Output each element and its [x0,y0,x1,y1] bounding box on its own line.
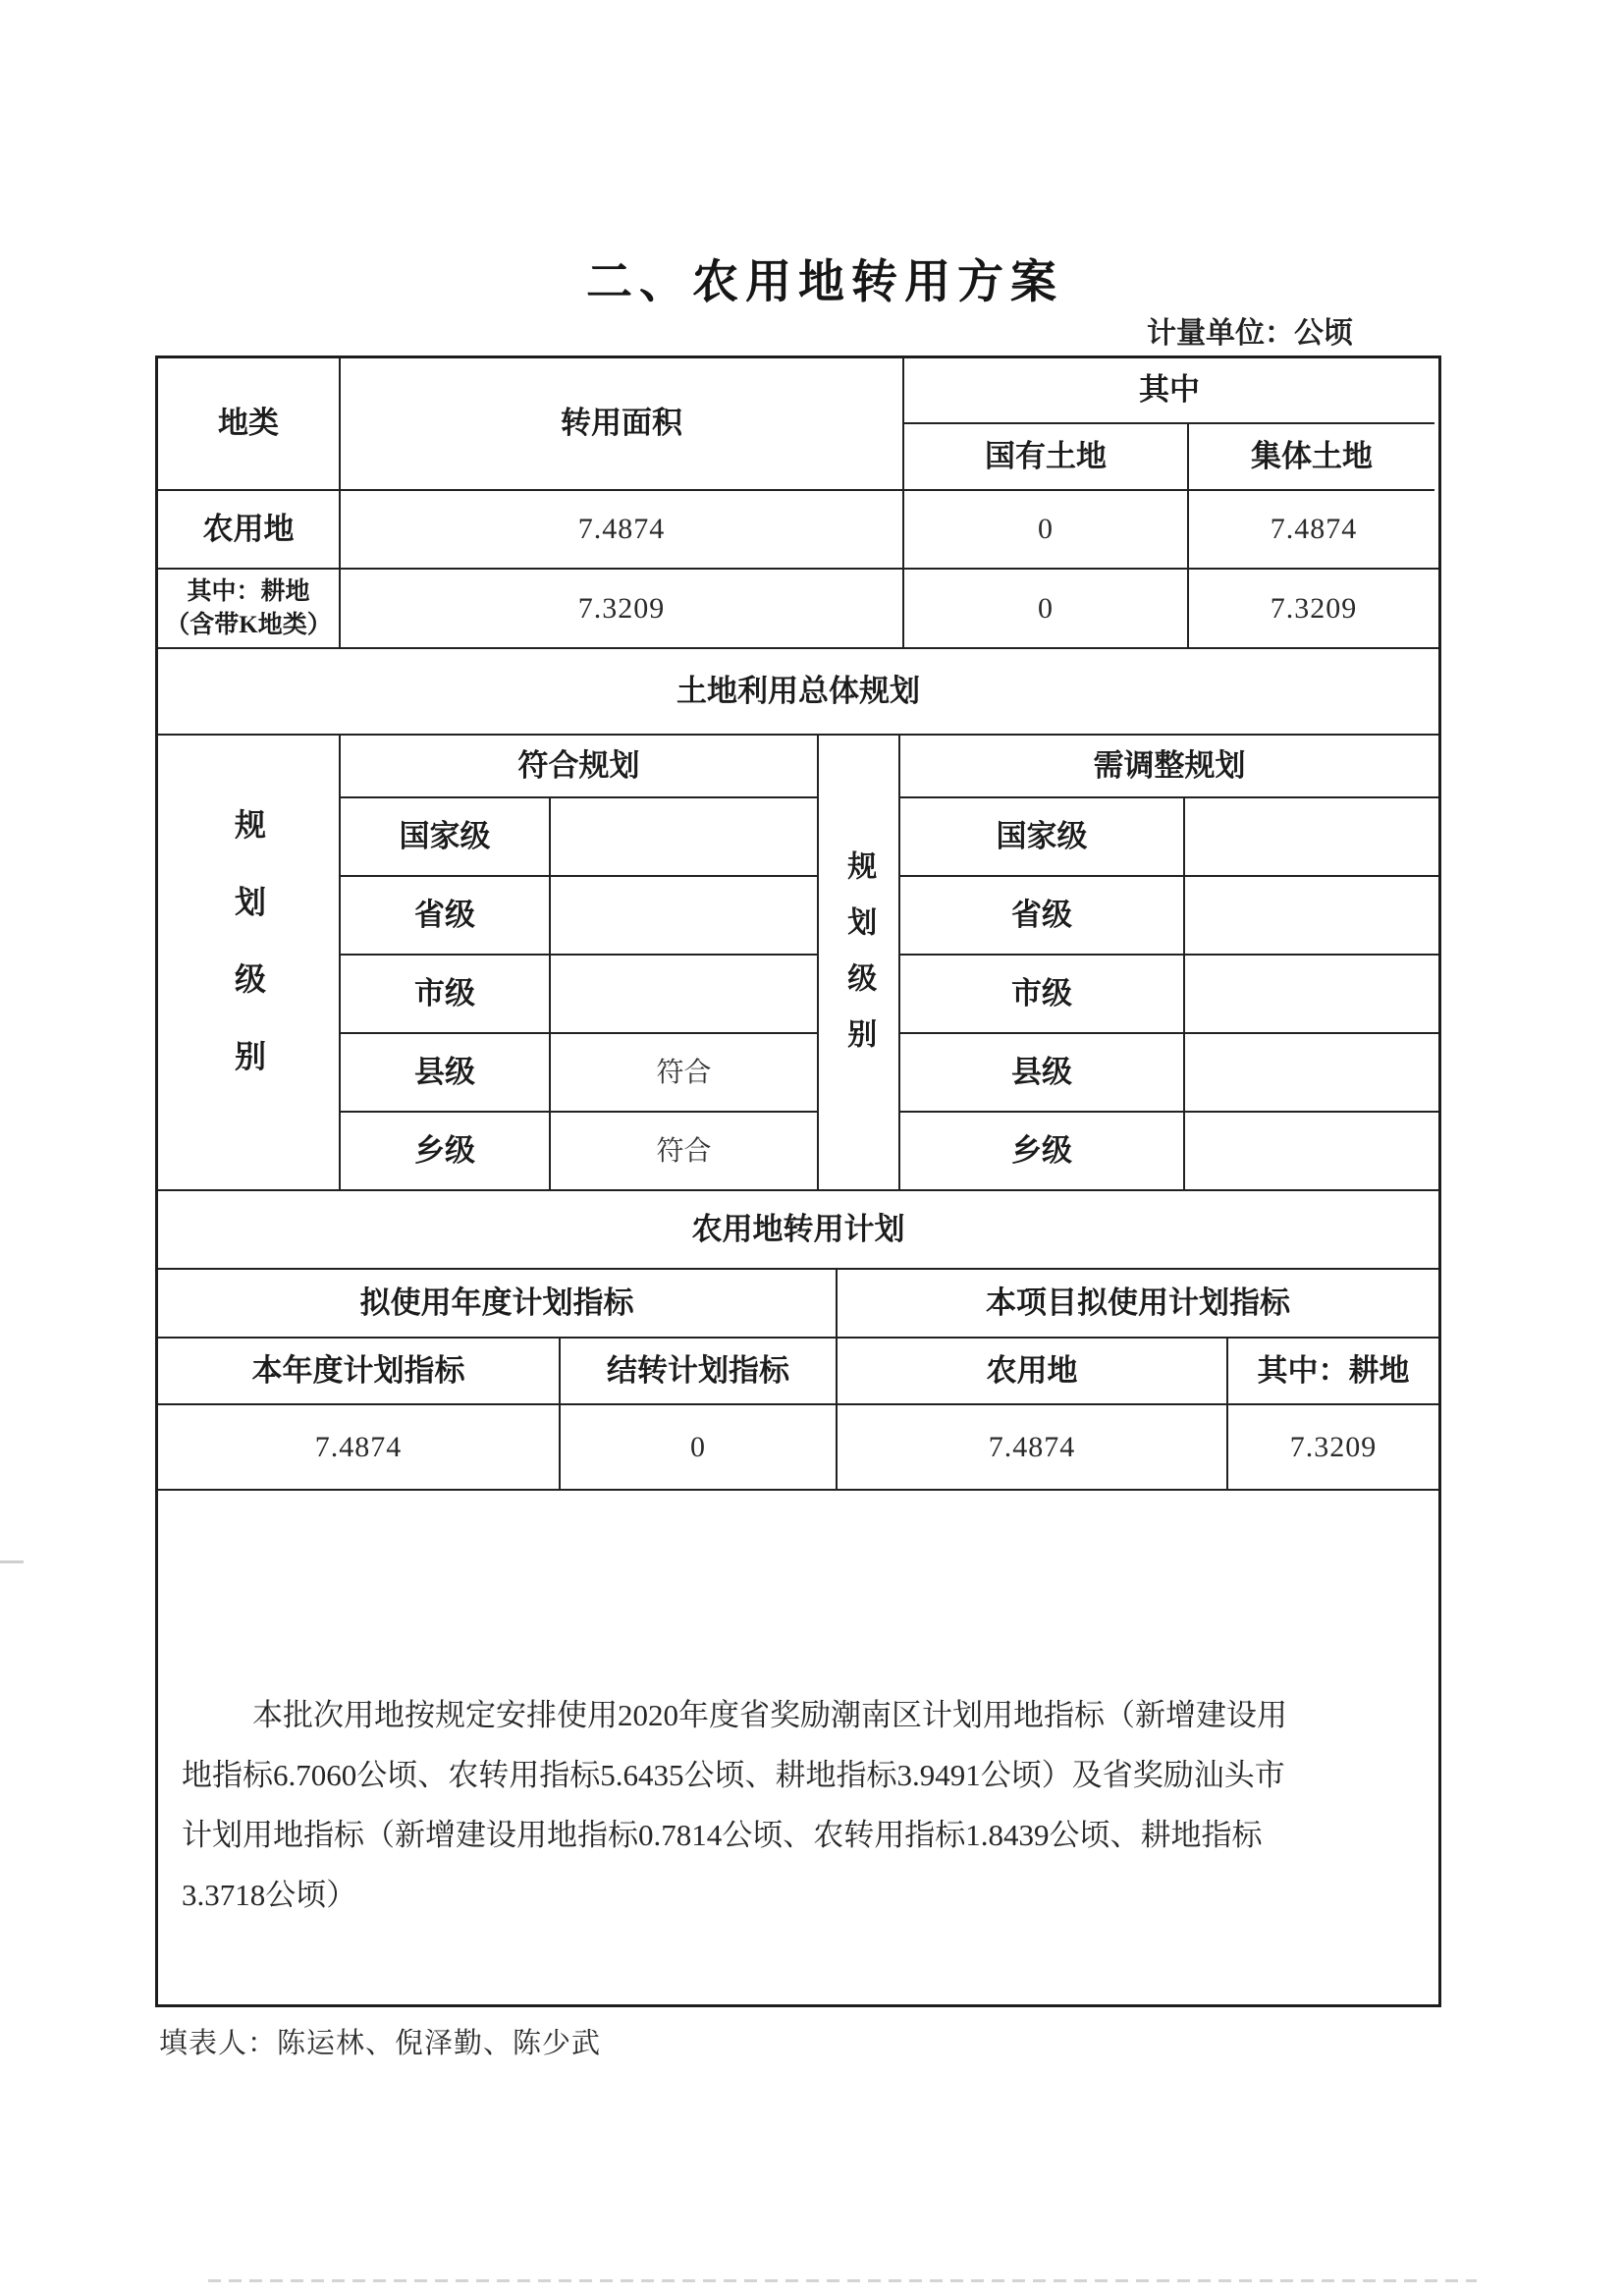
adjust-plan-group [900,736,1438,1191]
table-row-cultivated-land [158,570,1438,649]
transfer-plan-section-title: 农用地转用计划 [158,1191,1438,1270]
transfer-plan-values-row [158,1405,1438,1491]
scan-artifact-line [208,2279,1477,2282]
level-label: 县级 [900,1034,1185,1113]
conform-plan-title: 符合规划 [341,736,819,798]
level-label: 乡级 [341,1113,551,1191]
land-conversion-table [155,355,1441,2007]
overall-plan-section-title: 土地利用总体规划 [158,649,1438,736]
adjust-row-township [900,1113,1438,1191]
row-label-line1: 其中：耕地 [187,577,310,605]
adjust-row-county [900,1034,1438,1113]
state-land-value: 0 [904,570,1189,649]
remark-row [158,1491,1438,2004]
level-value [1185,877,1438,956]
level-label: 省级 [341,877,551,956]
annual-quota-value: 7.4874 [158,1405,561,1491]
table-header-row [158,358,1438,491]
level-value [1185,956,1438,1034]
col-header-carryover-quota: 结转计划指标 [561,1339,838,1405]
transfer-plan-group-header-row [158,1270,1438,1339]
row-label: 农用地 [158,491,341,570]
adjust-row-city [900,956,1438,1034]
level-label: 市级 [341,956,551,1034]
level-value [1185,798,1438,877]
header-of-which-subrow [904,424,1434,491]
plan-level-block [158,736,1438,1191]
preparer-note: 填表人：陈运林、倪泽勤、陈少武 [159,2028,602,2059]
level-value [1185,1113,1438,1191]
level-value: 符合 [551,1034,819,1113]
remark-cell [158,1491,1438,2004]
agricultural-land-value: 7.4874 [838,1405,1228,1491]
plan-level-axis-label: 规划级别 [842,850,876,1074]
table-row-agricultural-land [158,491,1438,570]
header-conversion-area: 转用面积 [341,358,904,491]
level-label: 省级 [900,877,1185,956]
adjust-plan-title: 需调整规划 [900,736,1438,798]
remark-line: 本批次用地按规定安排使用2020年度省奖励潮南区计划用地指标（新增建设用 [252,1698,1287,1732]
cultivated-land-value: 7.3209 [1228,1405,1438,1491]
conform-row-city [341,956,819,1034]
level-value [1185,1034,1438,1113]
transfer-plan-column-header-row [158,1339,1438,1405]
collective-land-value: 7.4874 [1189,491,1438,570]
level-label: 县级 [341,1034,551,1113]
plan-level-axis-right [819,736,900,1191]
project-group-header: 本项目拟使用计划指标 [838,1270,1438,1339]
conform-row-province [341,877,819,956]
level-value: 符合 [551,1113,819,1191]
conform-plan-group [341,736,819,1191]
scan-artifact-dash [0,1560,24,1563]
header-collective-land: 集体土地 [1189,424,1434,491]
state-land-value: 0 [904,491,1189,570]
header-of-which: 其中 [904,358,1434,424]
level-value [551,798,819,877]
conform-row-national [341,798,819,877]
remark-line: 3.3718公顷） [182,1878,357,1912]
level-label: 市级 [900,956,1185,1034]
col-header-annual-quota: 本年度计划指标 [158,1339,561,1405]
header-land-type: 地类 [158,358,341,491]
remark-line: 地指标6.7060公顷、农转用指标5.6435公顷、耕地指标3.9491公顷）及省奖励汕头市 [182,1758,1285,1792]
conform-row-township [341,1113,819,1191]
conversion-area-value: 7.3209 [341,570,904,649]
page-title: 二、农用地转用方案 [586,257,1063,308]
carryover-quota-value: 0 [561,1405,838,1491]
remark-line: 计划用地指标（新增建设用地指标0.7814公顷、农转用指标1.8439公顷、耕地指标 [182,1818,1263,1852]
level-value [551,877,819,956]
level-label: 乡级 [900,1113,1185,1191]
transfer-plan-section-row [158,1191,1438,1270]
header-state-land: 国有土地 [904,424,1189,491]
collective-land-value: 7.3209 [1189,570,1438,649]
level-label: 国家级 [900,798,1185,877]
conversion-area-value: 7.4874 [341,491,904,570]
measure-unit-note: 计量单位：公顷 [1147,317,1353,350]
level-label: 国家级 [341,798,551,877]
header-of-which-group [904,358,1434,491]
row-label-line2: （含带K地类） [165,611,332,638]
annual-group-header: 拟使用年度计划指标 [158,1270,838,1339]
conform-row-county [341,1034,819,1113]
adjust-row-province [900,877,1438,956]
plan-level-axis-label: 规划级别 [231,808,266,1117]
plan-level-axis-left [158,736,341,1191]
adjust-row-national [900,798,1438,877]
col-header-agricultural-land: 农用地 [838,1339,1228,1405]
level-value [551,956,819,1034]
overall-plan-section-row [158,649,1438,736]
col-header-cultivated-land: 其中：耕地 [1228,1339,1438,1405]
row-label [158,570,341,649]
remark-paragraph [182,1685,1413,1925]
